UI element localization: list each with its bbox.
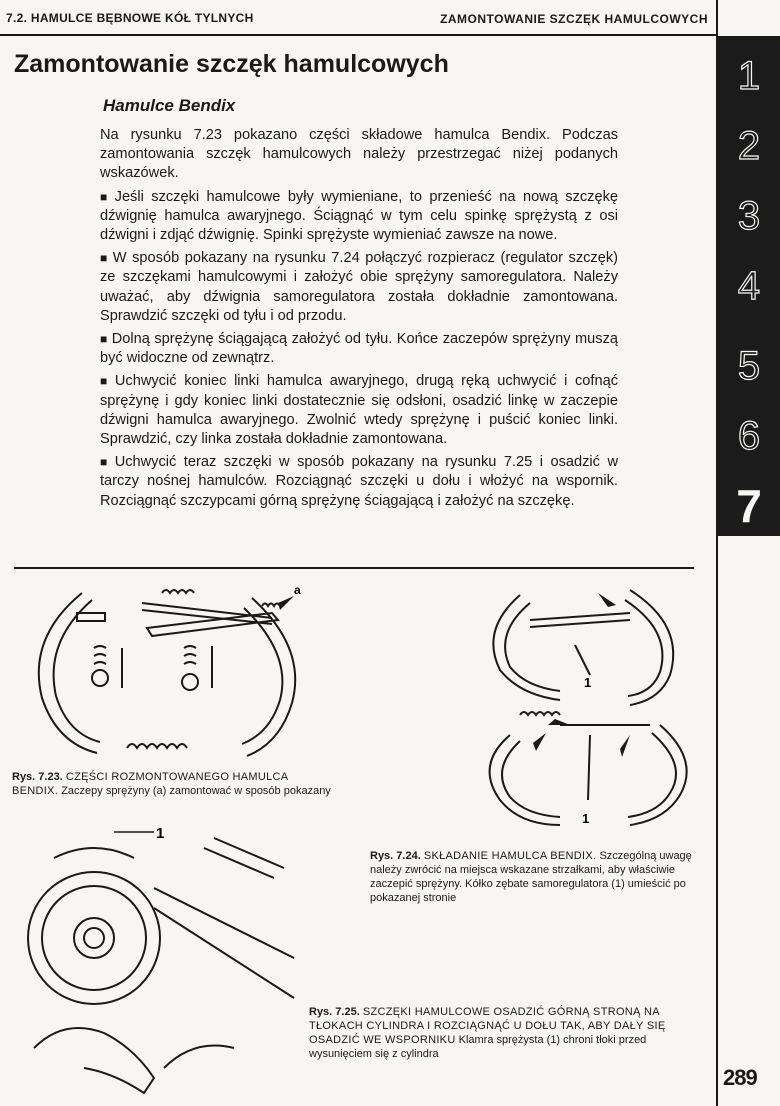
bullet-icon: ■ xyxy=(100,189,111,204)
fig-label: Rys. 7.23. xyxy=(12,771,63,783)
chapter-tab-7-active[interactable]: 7 xyxy=(718,476,780,536)
bullet-icon: ■ xyxy=(100,332,108,347)
figure-7-25-illustration xyxy=(14,818,314,1098)
bullet-icon: ■ xyxy=(100,374,111,389)
chapter-tab-6[interactable]: 6 xyxy=(737,413,761,458)
body-text xyxy=(100,126,618,515)
running-header xyxy=(0,0,718,36)
header-section: 7.2. HAMULCE BĘBNOWE KÓŁ TYLNYCH xyxy=(6,11,254,25)
bullet-icon: ■ xyxy=(100,251,109,266)
paragraph-bullet-1: ■ Jeśli szczęki hamulcowe były wymieniane, to przenieść na nową szczękę dźwignię hamulca awaryjnego. Ściągnąć w tym celu spinkę sprężystą z osi dźwigni i zdjąć dźwignię. Spinki sprężyste wymieniać zawsze na nowe. xyxy=(100,188,618,244)
chapter-tab-5[interactable]: 5 xyxy=(737,343,761,388)
callout-a: a xyxy=(294,583,301,597)
page-number: 289 xyxy=(723,1065,757,1090)
header-topic: ZAMONTOWANIE SZCZĘK HAMULCOWYCH xyxy=(440,12,708,26)
chapter-tab-3[interactable]: 3 xyxy=(737,193,761,238)
bullet-icon: ■ xyxy=(100,455,111,470)
chapter-tab-1[interactable]: 1 xyxy=(737,53,761,98)
chapter-tab-4[interactable]: 4 xyxy=(737,263,761,308)
figure-7-23-caption: Rys. 7.23. CZĘŚCI ROZMONTOWANEGO HAMULCA BENDIX. Zaczepy sprężyny (a) zamontować w sposób pokazany xyxy=(12,771,331,797)
callout-1-bottom: 1 xyxy=(582,811,590,826)
callout-1: 1 xyxy=(156,825,165,842)
paragraph-bullet-5: ■ Uchwycić teraz szczęki w sposób pokazany na rysunku 7.25 i osadzić w tarczy nośnej hamulców. Rozciągnąć szczęki u dołu i włożyć na wspornik. Rozciągnąć szczypcami górną sprężynę ściągającą i założyć na szczękę. xyxy=(100,454,618,509)
figure-7-25-caption: Rys. 7.25. SZCZĘKI HAMULCOWE OSADZIĆ GÓRNĄ STRONĄ NA TŁOKACH CYLINDRA I ROZCIĄGNĄĆ U DOŁU TAK, ABY DAŁY SIĘ OSADZIĆ WE WSPORNIKU Klamra sprężysta (1) chroni tłoki przed wysunięciem się z cylindra xyxy=(309,1006,666,1060)
figure-7-24-caption: Rys. 7.24. SKŁADANIE HAMULCA BENDIX. Szczególną uwagę należy zwrócić na miejsca wskazane strzałkami, aby właściwie zaczepić sprężyny. Kółko zębate samoregulatora (1) umieścić po pokazanej stronie xyxy=(370,850,692,904)
callout-1-top: 1 xyxy=(584,675,592,690)
paragraph-bullet-3: ■ Dolną sprężynę ściągającą założyć od tyłu. Końce zaczepów sprężyny muszą być widoczne od zewnątrz. xyxy=(100,331,619,367)
paragraph-bullet-4: ■ Uchwycić koniec linki hamulca awaryjnego, drugą ręką uchwycić i cofnąć sprężynę i gdy koniec linki dostatecznie się odsłoni, osadzić linkę w zaczepie dźwigni hamulca awaryjnego. Zwolnić wtedy sprężynę i puścić koniec linki. Sprawdzić, czy linka została dokładnie zamontowana. xyxy=(100,373,619,448)
fig-label: Rys. 7.25. xyxy=(309,1006,360,1018)
figure-7-24-illustration xyxy=(480,575,700,835)
page-title: Zamontowanie szczęk hamulcowych xyxy=(14,50,449,78)
paragraph-intro: Na rysunku 7.23 pokazano części składowe hamulca Bendix. Podczas zamontowania szczęk hamulcowych należy przestrzegać niżej podanych wskazówek. xyxy=(100,127,618,182)
figure-separator xyxy=(14,567,694,569)
section-subtitle: Hamulce Bendix xyxy=(103,96,236,115)
fig-label: Rys. 7.24. xyxy=(370,850,421,862)
chapter-tab-2[interactable]: 2 xyxy=(737,123,761,168)
figure-7-23-illustration xyxy=(22,578,312,763)
paragraph-bullet-2: ■ W sposób pokazany na rysunku 7.24 połączyć rozpieracz (regulator szczęk) ze szczękami hamulcowymi i założyć obie sprężyny samoregulatora. Należy uważać, aby dźwignia samoregulatora została dokładnie zamontowana. Sprawdzić szczęki od tyłu i od przodu. xyxy=(100,250,618,324)
